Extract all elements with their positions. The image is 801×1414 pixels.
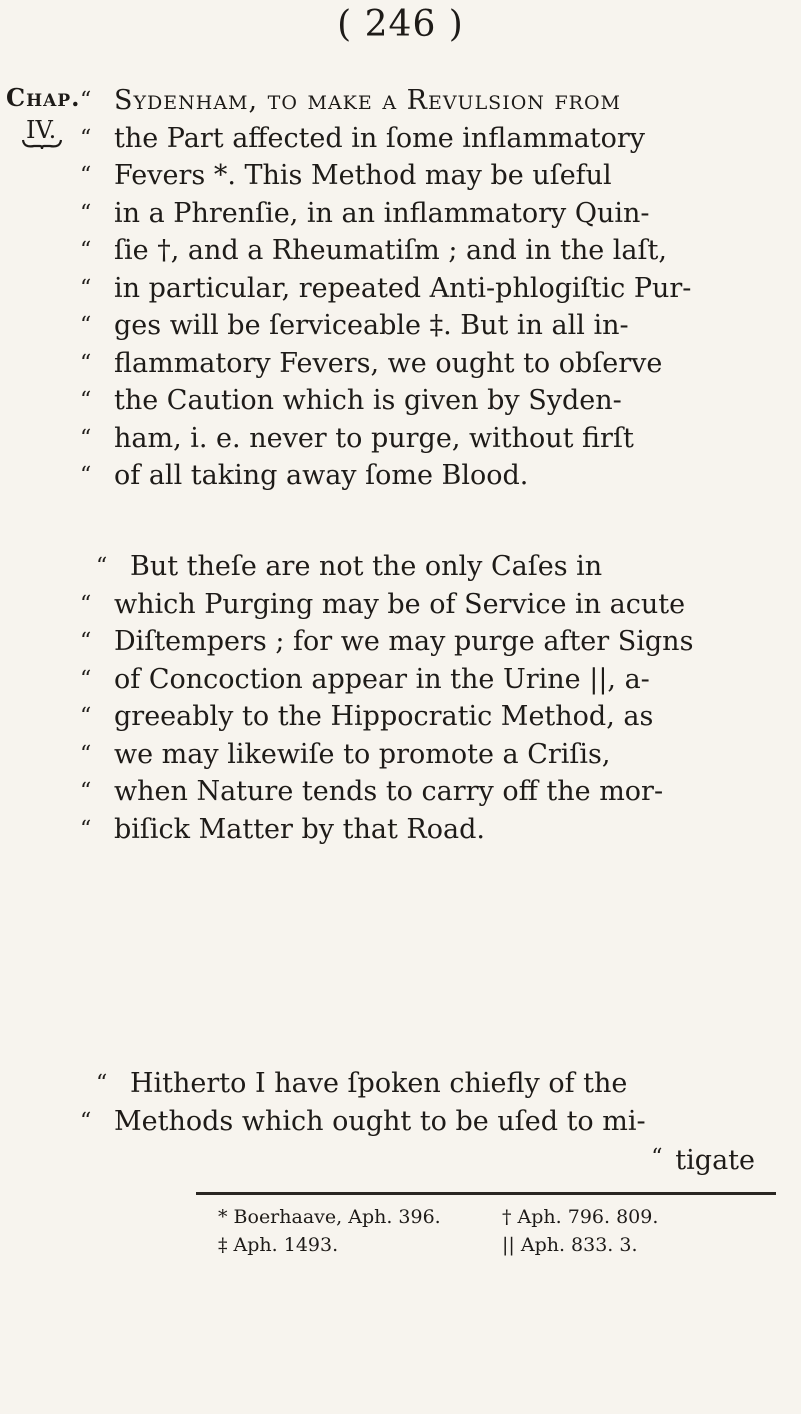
footnote: † Aph. 796. 809. bbox=[502, 1206, 659, 1228]
footnotes bbox=[218, 1203, 788, 1259]
footnote: ‡ Aph. 1493. bbox=[218, 1234, 339, 1256]
text-line: “ the Part affected in ſome inflammatory bbox=[80, 122, 645, 154]
paragraph-2-body bbox=[80, 586, 780, 849]
paragraph-2 bbox=[96, 548, 796, 586]
catchword: “ tigate bbox=[651, 1145, 755, 1176]
footnote-row bbox=[218, 1203, 788, 1231]
paragraph-3-body bbox=[80, 1103, 780, 1141]
text-line: “ Methods which ought to be uſed to mi- bbox=[80, 1105, 646, 1137]
text-line: “ flammatory Fevers, we ought to obſerve bbox=[80, 347, 663, 379]
text-line: “ ſie †, and a Rheumatiſm ; and in the laſt, bbox=[80, 235, 667, 266]
text-line: “ Hitherto I have ſpoken chiefly of the bbox=[96, 1068, 628, 1099]
footnote: || Aph. 833. 3. bbox=[502, 1234, 638, 1256]
chapter-label: Chap. bbox=[6, 83, 81, 112]
text-line: “ we may likewiſe to promote a Criſis, bbox=[80, 738, 611, 770]
text-line: “ of Concoction appear in the Urine ||, a- bbox=[80, 663, 650, 695]
footnote: * Boerhaave, Aph. 396. bbox=[218, 1206, 441, 1228]
text-line: “ in a Phrenſie, in an inflammatory Quin- bbox=[80, 197, 650, 229]
paragraph-3 bbox=[96, 1065, 796, 1103]
text-line: “ Diſtempers ; for we may purge after Signs bbox=[80, 626, 694, 657]
page-number: ( 246 ) bbox=[337, 4, 464, 45]
text-line: “ greeably to the Hippocratic Method, as bbox=[80, 701, 654, 732]
footnote-rule bbox=[196, 1192, 776, 1195]
chapter-number: IV. bbox=[26, 116, 57, 144]
text-line: “ Fevers *. This Method may be uſeful bbox=[80, 160, 612, 191]
text-line: “ when Nature tends to carry off the mor- bbox=[80, 776, 664, 807]
text-line: “ in particular, repeated Anti-phlogiſtic Pur- bbox=[80, 272, 692, 304]
text-line: “ the Caution which is given by Syden- bbox=[80, 385, 622, 416]
text-line: “ of all taking away ſome Blood. bbox=[80, 460, 529, 491]
paragraph-1 bbox=[80, 82, 780, 495]
text-line: “ biſick Matter by that Road. bbox=[80, 813, 485, 845]
footnote-row bbox=[218, 1231, 788, 1259]
text-line: “ ham, i. e. never to purge, without firſt bbox=[80, 422, 634, 454]
text-line: “ which Purging may be of Service in acute bbox=[80, 588, 686, 620]
text-line: “ ges will be ſerviceable ‡. But in all in- bbox=[80, 310, 629, 341]
quote-mark: “ bbox=[80, 88, 92, 113]
text-line: “ Sydenham, to make a Revulſion from bbox=[80, 82, 780, 120]
text-line: “ But theſe are not the only Caſes in bbox=[96, 551, 603, 582]
